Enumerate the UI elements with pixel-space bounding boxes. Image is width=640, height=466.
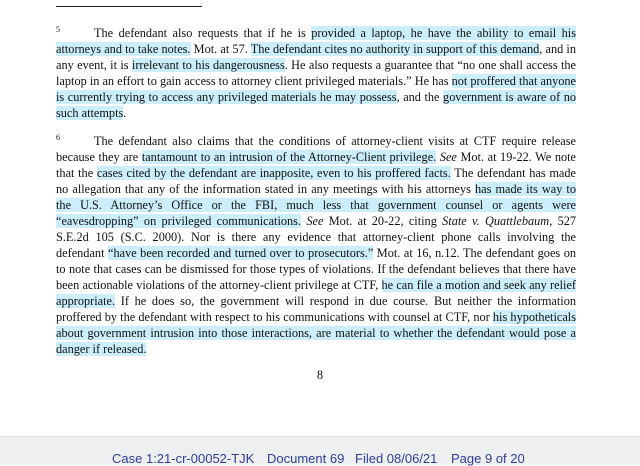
footnote-6-text — [56, 134, 576, 356]
text-segment: Mot. at 57. — [190, 42, 251, 56]
footnote-6 — [56, 130, 576, 357]
highlighted-text: tantamount to an intrusion of the Attorney-Client privilege. — [141, 150, 437, 164]
text-segment: . He also requests a guarantee that “no one shall access the laptop in an effort to gain access to attorney client privileged materials.” He has — [56, 58, 576, 88]
text-segment: See — [439, 150, 457, 164]
page-indicator: Page 9 of 20 — [451, 451, 525, 466]
text-segment: If he does so, the government will respond in due course. But neither the information proffered by the defendant with respect to his communications with counsel at CTF, nor — [56, 294, 576, 324]
page-number: 8 — [316, 368, 324, 382]
highlighted-text: government is aware of no such attempts — [56, 90, 576, 120]
text-segment: The defendant also requests that if he is — [94, 26, 312, 40]
text-segment: , and the — [396, 90, 444, 104]
highlighted-text: he can file a motion and seek any relief appropriate. — [56, 278, 576, 308]
text-segment: The defendant has made no allegation that any of the information stated in any meetings with his attorneys — [56, 166, 576, 196]
text-segment: Mot. at 19-22. We note that the — [56, 150, 576, 180]
footnote-5 — [56, 22, 576, 121]
highlighted-text: not proffered that anyone is currently trying to access any privileged materials he may possess — [56, 74, 576, 104]
text-segment: Mot. at 16, n.12. The defendant goes on to note that cases can be dismissed for those types of violations. If the defendant believes that there have been actionable violations of the attorney-client privilege at CTF, — [56, 246, 576, 292]
document-number: Document 69 — [267, 451, 345, 466]
footnote-number: 5 — [56, 25, 60, 34]
text-segment: . — [123, 106, 127, 120]
pdf-footer-bar — [0, 436, 640, 465]
highlighted-text: provided a laptop, he have the ability to email his attorneys and to take notes. — [56, 26, 577, 56]
highlighted-text: his hypotheticals about government intrusion into those interactions, are material to whether the defendant would pose a danger if released. — [56, 310, 576, 356]
filed-date: Filed 08/06/21 — [355, 451, 438, 466]
text-segment: The defendant also claims that the conditions of attorney-client visits at CTF require release because they are — [56, 134, 576, 164]
footnote-separator-line — [56, 6, 202, 7]
highlighted-text: “have been recorded and turned over to prosecutors.” — [108, 246, 374, 260]
highlighted-text: cases cited by the defendant are inapposite, even to his proffered facts. — [96, 166, 451, 180]
case-number: Case 1:21-cr-00052-TJK — [112, 451, 255, 466]
highlighted-text: irrelevant to his dangerousness — [131, 58, 285, 72]
highlighted-text: The defendant cites no authority in support of this demand — [250, 42, 540, 56]
text-segment: , and in any event, it is — [56, 42, 576, 72]
highlighted-text: has made its way to the U.S. Attorney’s Office or the FBI, much less that government counsel or agents were “eavesdropping” on privileged communications. — [56, 182, 576, 228]
text-segment: See — [306, 214, 324, 228]
footnote-number: 6 — [56, 133, 60, 142]
footnote-5-text — [56, 26, 576, 120]
text-segment: Mot. at 20-22, citing — [323, 214, 443, 228]
text-segment: State v. Quattlebaum — [442, 214, 550, 228]
text-segment: , 527 S.E.2d 105 (S.C. 2000). Nor is there any evidence that attorney-client phone calls involving the defendant — [56, 214, 577, 260]
